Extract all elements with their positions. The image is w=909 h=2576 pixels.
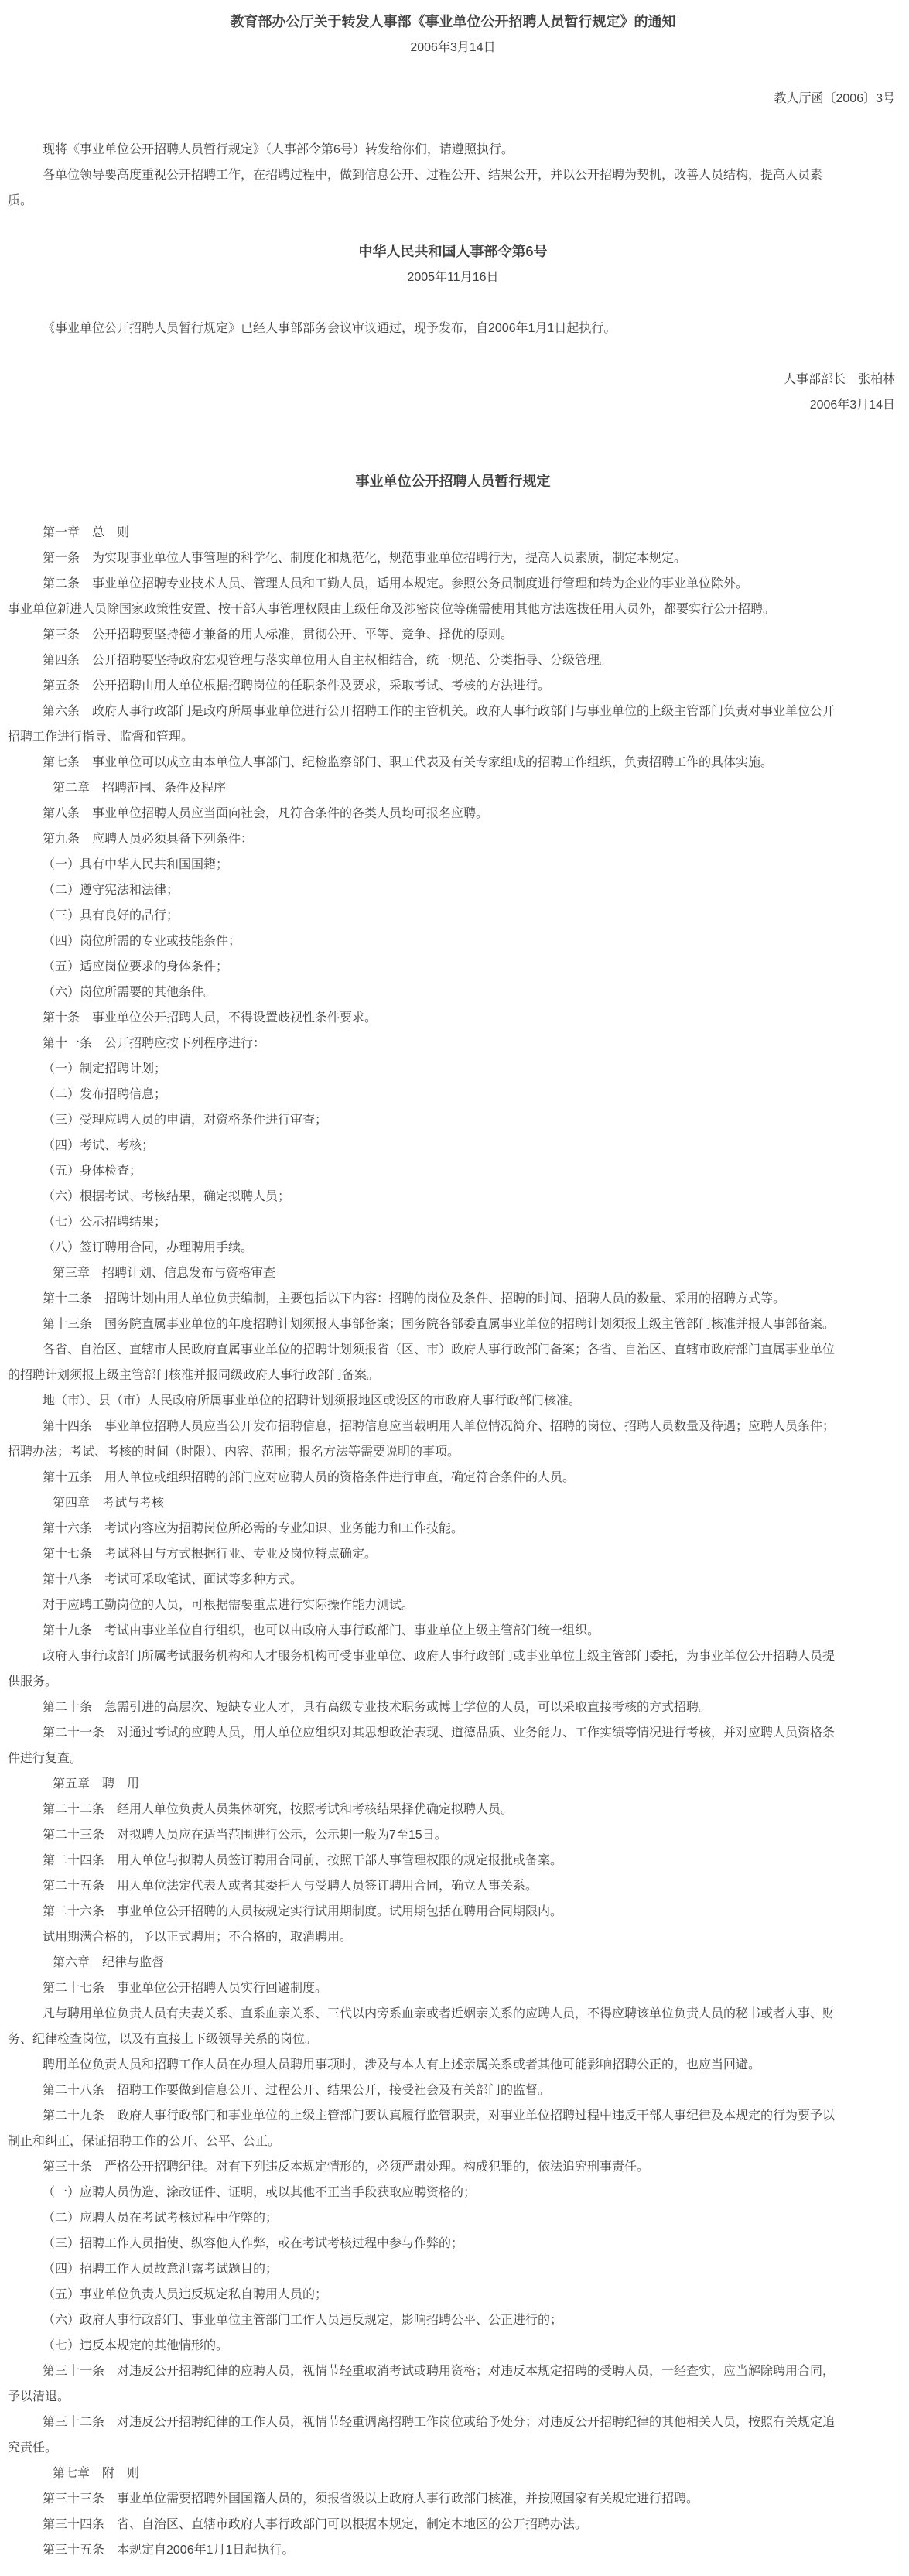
paragraph-line: 各省、自治区、直辖市人民政府直属事业单位的招聘计划须报省（区、市）政府人事行政部门备案；各省、自治区、直辖市政府部门直属事业单位 [43, 1343, 836, 1356]
paragraph-line: 第三十二条 对违反公开招聘纪律的工作人员，视情节轻重调离招聘工作岗位或给予处分；对违反公开招聘纪律的其他相关人员，按照有关规定追 [43, 2416, 836, 2429]
paragraph-continuation-line: 件进行复查。 [8, 1752, 83, 1765]
paragraph-continuation-line: 的招聘计划须报上级主管部门核准并报同级政府人事行政部门备案。 [8, 1369, 380, 1382]
right-aligned-line: 教人厅函〔2006〕3号 [774, 92, 895, 105]
chapter-heading: 第一章 总 则 [43, 526, 130, 539]
paragraph-line: 第二十八条 招聘工作要做到信息公开、过程公开、结果公开，接受社会及有关部门的监督。 [43, 2084, 551, 2097]
chapter-heading: 第四章 考试与考核 [53, 1497, 165, 1510]
paragraph-continuation-line: 事业单位新进人员除国家政策性安置、按干部人事管理权限由上级任命及涉密岗位等确需使用其他方法选拔任用人员外，都要实行公开招聘。 [8, 603, 776, 616]
paragraph-line: 第三十五条 本规定自2006年1月1日起执行。 [43, 2544, 295, 2557]
paragraph-line: （六）政府人事行政部门、事业单位主管部门工作人员违反规定，影响招聘公平、公正进行的； [43, 2314, 563, 2327]
paragraph-line: 第六条 政府人事行政部门是政府所属事业单位进行公开招聘工作的主管机关。政府人事行政部门与事业单位的上级主管部门负责对事业单位公开 [43, 705, 836, 718]
paragraph-line: 第二十二条 经用人单位负责人员集体研究，按照考试和考核结果择优确定拟聘人员。 [43, 1803, 514, 1816]
paragraph-line: 对于应聘工勤岗位的人员，可根据需要重点进行实际操作能力测试。 [43, 1599, 415, 1612]
paragraph-line: 第二十三条 对拟聘人员应在适当范围进行公示，公示期一般为7至15日。 [43, 1829, 447, 1842]
chapter-heading: 第五章 聘 用 [53, 1777, 140, 1791]
paragraph-line: （三）招聘工作人员指使、纵容他人作弊，或在考试考核过程中参与作弊的； [43, 2237, 464, 2250]
paragraph-line: （二）遵守宪法和法律； [43, 884, 179, 897]
date-line: 2005年11月16日 [407, 271, 499, 284]
paragraph-line: 第二十五条 用人单位法定代表人或者其委托人与受聘人员签订聘用合同，确立人事关系。 [43, 1880, 538, 1893]
paragraph-line: （一）应聘人员伪造、涂改证件、证明，或以其他不正当手段获取应聘资格的； [43, 2186, 477, 2199]
paragraph-line: 第三十条 严格公开招聘纪律。对有下列违反本规定情形的，必须严肃处理。构成犯罪的，依法追究刑事责任。 [43, 2160, 650, 2174]
paragraph-line: 第三十一条 对违反公开招聘纪律的应聘人员，视情节轻重取消考试或聘用资格；对违反本规定招聘的受聘人员，一经查实，应当解除聘用合同， [43, 2365, 836, 2378]
paragraph-continuation-line: 制止和纠正，保证招聘工作的公开、公平、公正。 [8, 2135, 281, 2148]
paragraph-line: 第三十四条 省、自治区、直辖市政府人事行政部门可以根据本规定，制定本地区的公开招聘办法。 [43, 2518, 588, 2531]
spacer [8, 418, 898, 443]
paragraph-line: （一）制定招聘计划； [43, 1062, 167, 1076]
paragraph-line: （七）公示招聘结果； [43, 1216, 167, 1229]
chapter-heading: 第七章 附 则 [53, 2467, 140, 2480]
paragraph-line: 第九条 应聘人员必须具备下列条件： [43, 833, 254, 846]
paragraph-line: （二）发布招聘信息； [43, 1088, 167, 1101]
paragraph-line: 聘用单位负责人员和招聘工作人员在办理人员聘用事项时，涉及与本人有上述亲属关系或者其他可能影响招聘公正的，也应当回避。 [43, 2058, 761, 2071]
paragraph-line: 第三十三条 事业单位需要招聘外国国籍人员的，须报省级以上政府人事行政部门核准，并按照国家有关规定进行招聘。 [43, 2492, 699, 2506]
spacer [8, 341, 898, 367]
paragraph-line: 第四条 公开招聘要坚持政府宏观管理与落实单位用人自主权相结合，统一规范、分类指导、分级管理。 [43, 654, 613, 667]
paragraph-line: 第二条 事业单位招聘专业技术人员、管理人员和工勤人员，适用本规定。参照公务员制度进行管理和转为企业的事业单位除外。 [43, 577, 749, 590]
paragraph-line: 第三条 公开招聘要坚持德才兼备的用人标准，贯彻公开、平等、竞争、择优的原则。 [43, 628, 514, 641]
paragraph-line: （八）签订聘用合同，办理聘用手续。 [43, 1241, 254, 1254]
spacer [8, 290, 898, 316]
paragraph-line: 各单位领导要高度重视公开招聘工作，在招聘过程中，做到信息公开、过程公开、结果公开，并以公开招聘为契机，改善人员结构，提高人员素 [43, 169, 823, 182]
paragraph-continuation-line: 务、纪律检查岗位，以及有直接上下级领导关系的岗位。 [8, 2033, 318, 2046]
paragraph-line: 第一条 为实现事业单位人事管理的科学化、制度化和规范化，规范事业单位招聘行为，提高人员素质，制定本规定。 [43, 552, 687, 565]
paragraph-line: 第十六条 考试内容应为招聘岗位所必需的专业知识、业务能力和工作技能。 [43, 1522, 464, 1535]
paragraph-line: 第二十九条 政府人事行政部门和事业单位的上级主管部门要认真履行监管职责，对事业单位招聘过程中违反干部人事纪律及本规定的行为要予以 [43, 2109, 836, 2123]
paragraph-line: 试用期满合格的，予以正式聘用；不合格的，取消聘用。 [43, 1931, 353, 1944]
paragraph-continuation-line: 质。 [8, 194, 33, 207]
paragraph-line: （四）岗位所需的专业或技能条件； [43, 935, 241, 948]
notice-title: 教育部办公厅关于转发人事部《事业单位公开招聘人员暂行规定》的通知 [230, 14, 676, 29]
spacer [8, 494, 898, 520]
order-title: 中华人民共和国人事部令第6号 [358, 244, 548, 259]
spacer [8, 60, 898, 86]
regulation-title: 事业单位公开招聘人员暂行规定 [355, 474, 551, 489]
paragraph-continuation-line: 究责任。 [8, 2441, 58, 2455]
paragraph-line: （七）违反本规定的其他情形的。 [43, 2339, 229, 2352]
paragraph-line: （五）身体检查； [43, 1165, 142, 1178]
paragraph-line: 第十条 事业单位公开招聘人员，不得设置歧视性条件要求。 [43, 1011, 378, 1025]
chapter-heading: 第二章 招聘范围、条件及程序 [53, 782, 227, 795]
paragraph-line: 第八条 事业单位招聘人员应当面向社会，凡符合条件的各类人员均可报名应聘。 [43, 807, 489, 820]
paragraph-continuation-line: 招聘办法；考试、考核的时间（时限）、内容、范围；报名方法等需要说明的事项。 [8, 1445, 460, 1459]
paragraph-line: 第二十七条 事业单位公开招聘人员实行回避制度。 [43, 1982, 328, 1995]
paragraph-line: （五）适应岗位要求的身体条件； [43, 960, 229, 973]
paragraph-continuation-line: 招聘工作进行指导、监督和管理。 [8, 730, 194, 744]
paragraph-line: 第十四条 事业单位招聘人员应当公开发布招聘信息，招聘信息应当载明用人单位情况简介、招聘的岗位、招聘人员数量及待遇；应聘人员条件； [43, 1420, 836, 1433]
paragraph-line: 《事业单位公开招聘人员暂行规定》已经人事部部务会议审议通过，现予发布，自2006年1月1日起执行。 [43, 322, 617, 335]
spacer [8, 111, 898, 137]
paragraph-line: （五）事业单位负责人员违反规定私自聘用人员的； [43, 2288, 328, 2301]
paragraph-line: 第十七条 考试科目与方式根据行业、专业及岗位特点确定。 [43, 1548, 378, 1561]
paragraph-line: 政府人事行政部门所属考试服务机构和人才服务机构可受事业单位、政府人事行政部门或事业单位上级主管部门委托，为事业单位公开招聘人员提 [43, 1650, 836, 1663]
date-line: 2006年3月14日 [410, 41, 496, 54]
spacer [8, 214, 898, 239]
spacer [8, 443, 898, 469]
paragraph-line: （三）具有良好的品行； [43, 909, 179, 922]
paragraph-line: 现将《事业单位公开招聘人员暂行规定》（人事部令第6号）转发给你们，请遵照执行。 [43, 143, 514, 156]
paragraph-line: （四）招聘工作人员故意泄露考试题目的； [43, 2263, 279, 2276]
paragraph-line: 第十九条 考试由事业单位自行组织，也可以由政府人事行政部门、事业单位上级主管部门统一组织。 [43, 1624, 600, 1637]
paragraph-line: （六）根据考试、考核结果，确定拟聘人员； [43, 1190, 291, 1203]
right-aligned-line: 人事部部长 张柏林 [783, 373, 895, 386]
paragraph-continuation-line: 供服务。 [8, 1675, 58, 1688]
paragraph-line: 第十三条 国务院直属事业单位的年度招聘计划须报人事部备案；国务院各部委直属事业单位的招聘计划须报上级主管部门核准并报人事部备案。 [43, 1318, 836, 1331]
paragraph-line: （二）应聘人员在考试考核过程中作弊的； [43, 2212, 279, 2225]
paragraph-line: （三）受理应聘人员的申请，对资格条件进行审查； [43, 1114, 328, 1127]
paragraph-line: 凡与聘用单位负责人员有夫妻关系、直系血亲关系、三代以内旁系血亲或者近姻亲关系的应聘人员，不得应聘该单位负责人员的秘书或者人事、财 [43, 2007, 836, 2020]
paragraph-continuation-line: 予以清退。 [8, 2390, 70, 2403]
paragraph-line: 第十一条 公开招聘应按下列程序进行： [43, 1037, 266, 1050]
document-blocks [8, 9, 898, 2563]
paragraph-line: 第二十一条 对通过考试的应聘人员，用人单位应组织对其思想政治表现、道德品质、业务能力、工作实绩等情况进行考核，并对应聘人员资格条 [43, 1726, 836, 1740]
paragraph-line: （四）考试、考核； [43, 1139, 155, 1152]
paragraph-line: 地（市）、县（市）人民政府所属事业单位的招聘计划须报地区或设区的市政府人事行政部门核准。 [43, 1394, 582, 1408]
paragraph-line: 第十八条 考试可采取笔试、面试等多种方式。 [43, 1573, 303, 1586]
paragraph-line: 第二十条 急需引进的高层次、短缺专业人才，具有高级专业技术职务或博士学位的人员，可以采取直接考核的方式招聘。 [43, 1701, 712, 1714]
paragraph-line: 第二十四条 用人单位与拟聘人员签订聘用合同前，按照干部人事管理权限的规定报批或备案。 [43, 1854, 563, 1867]
chapter-heading: 第六章 纪律与监督 [53, 1956, 165, 1969]
paragraph-line: （一）具有中华人民共和国国籍； [43, 858, 229, 871]
paragraph-line: 第二十六条 事业单位公开招聘的人员按规定实行试用期制度。试用期包括在聘用合同期限内。 [43, 1905, 563, 1918]
paragraph-line: 第十五条 用人单位或组织招聘的部门应对应聘人员的资格条件进行审查，确定符合条件的人员。 [43, 1471, 576, 1484]
paragraph-line: 第十二条 招聘计划由用人单位负责编制，主要包括以下内容：招聘的岗位及条件、招聘的时间、招聘人员的数量、采用的招聘方式等。 [43, 1292, 786, 1305]
paragraph-line: 第七条 事业单位可以成立由本单位人事部门、纪检监察部门、职工代表及有关专家组成的招聘工作组织，负责招聘工作的具体实施。 [43, 756, 774, 769]
paragraph-line: 第五条 公开招聘由用人单位根据招聘岗位的任职条件及要求，采取考试、考核的方法进行。 [43, 679, 551, 693]
right-aligned-line: 2006年3月14日 [809, 399, 895, 412]
chapter-heading: 第三章 招聘计划、信息发布与资格审查 [53, 1267, 276, 1280]
paragraph-line: （六）岗位所需要的其他条件。 [43, 986, 217, 999]
